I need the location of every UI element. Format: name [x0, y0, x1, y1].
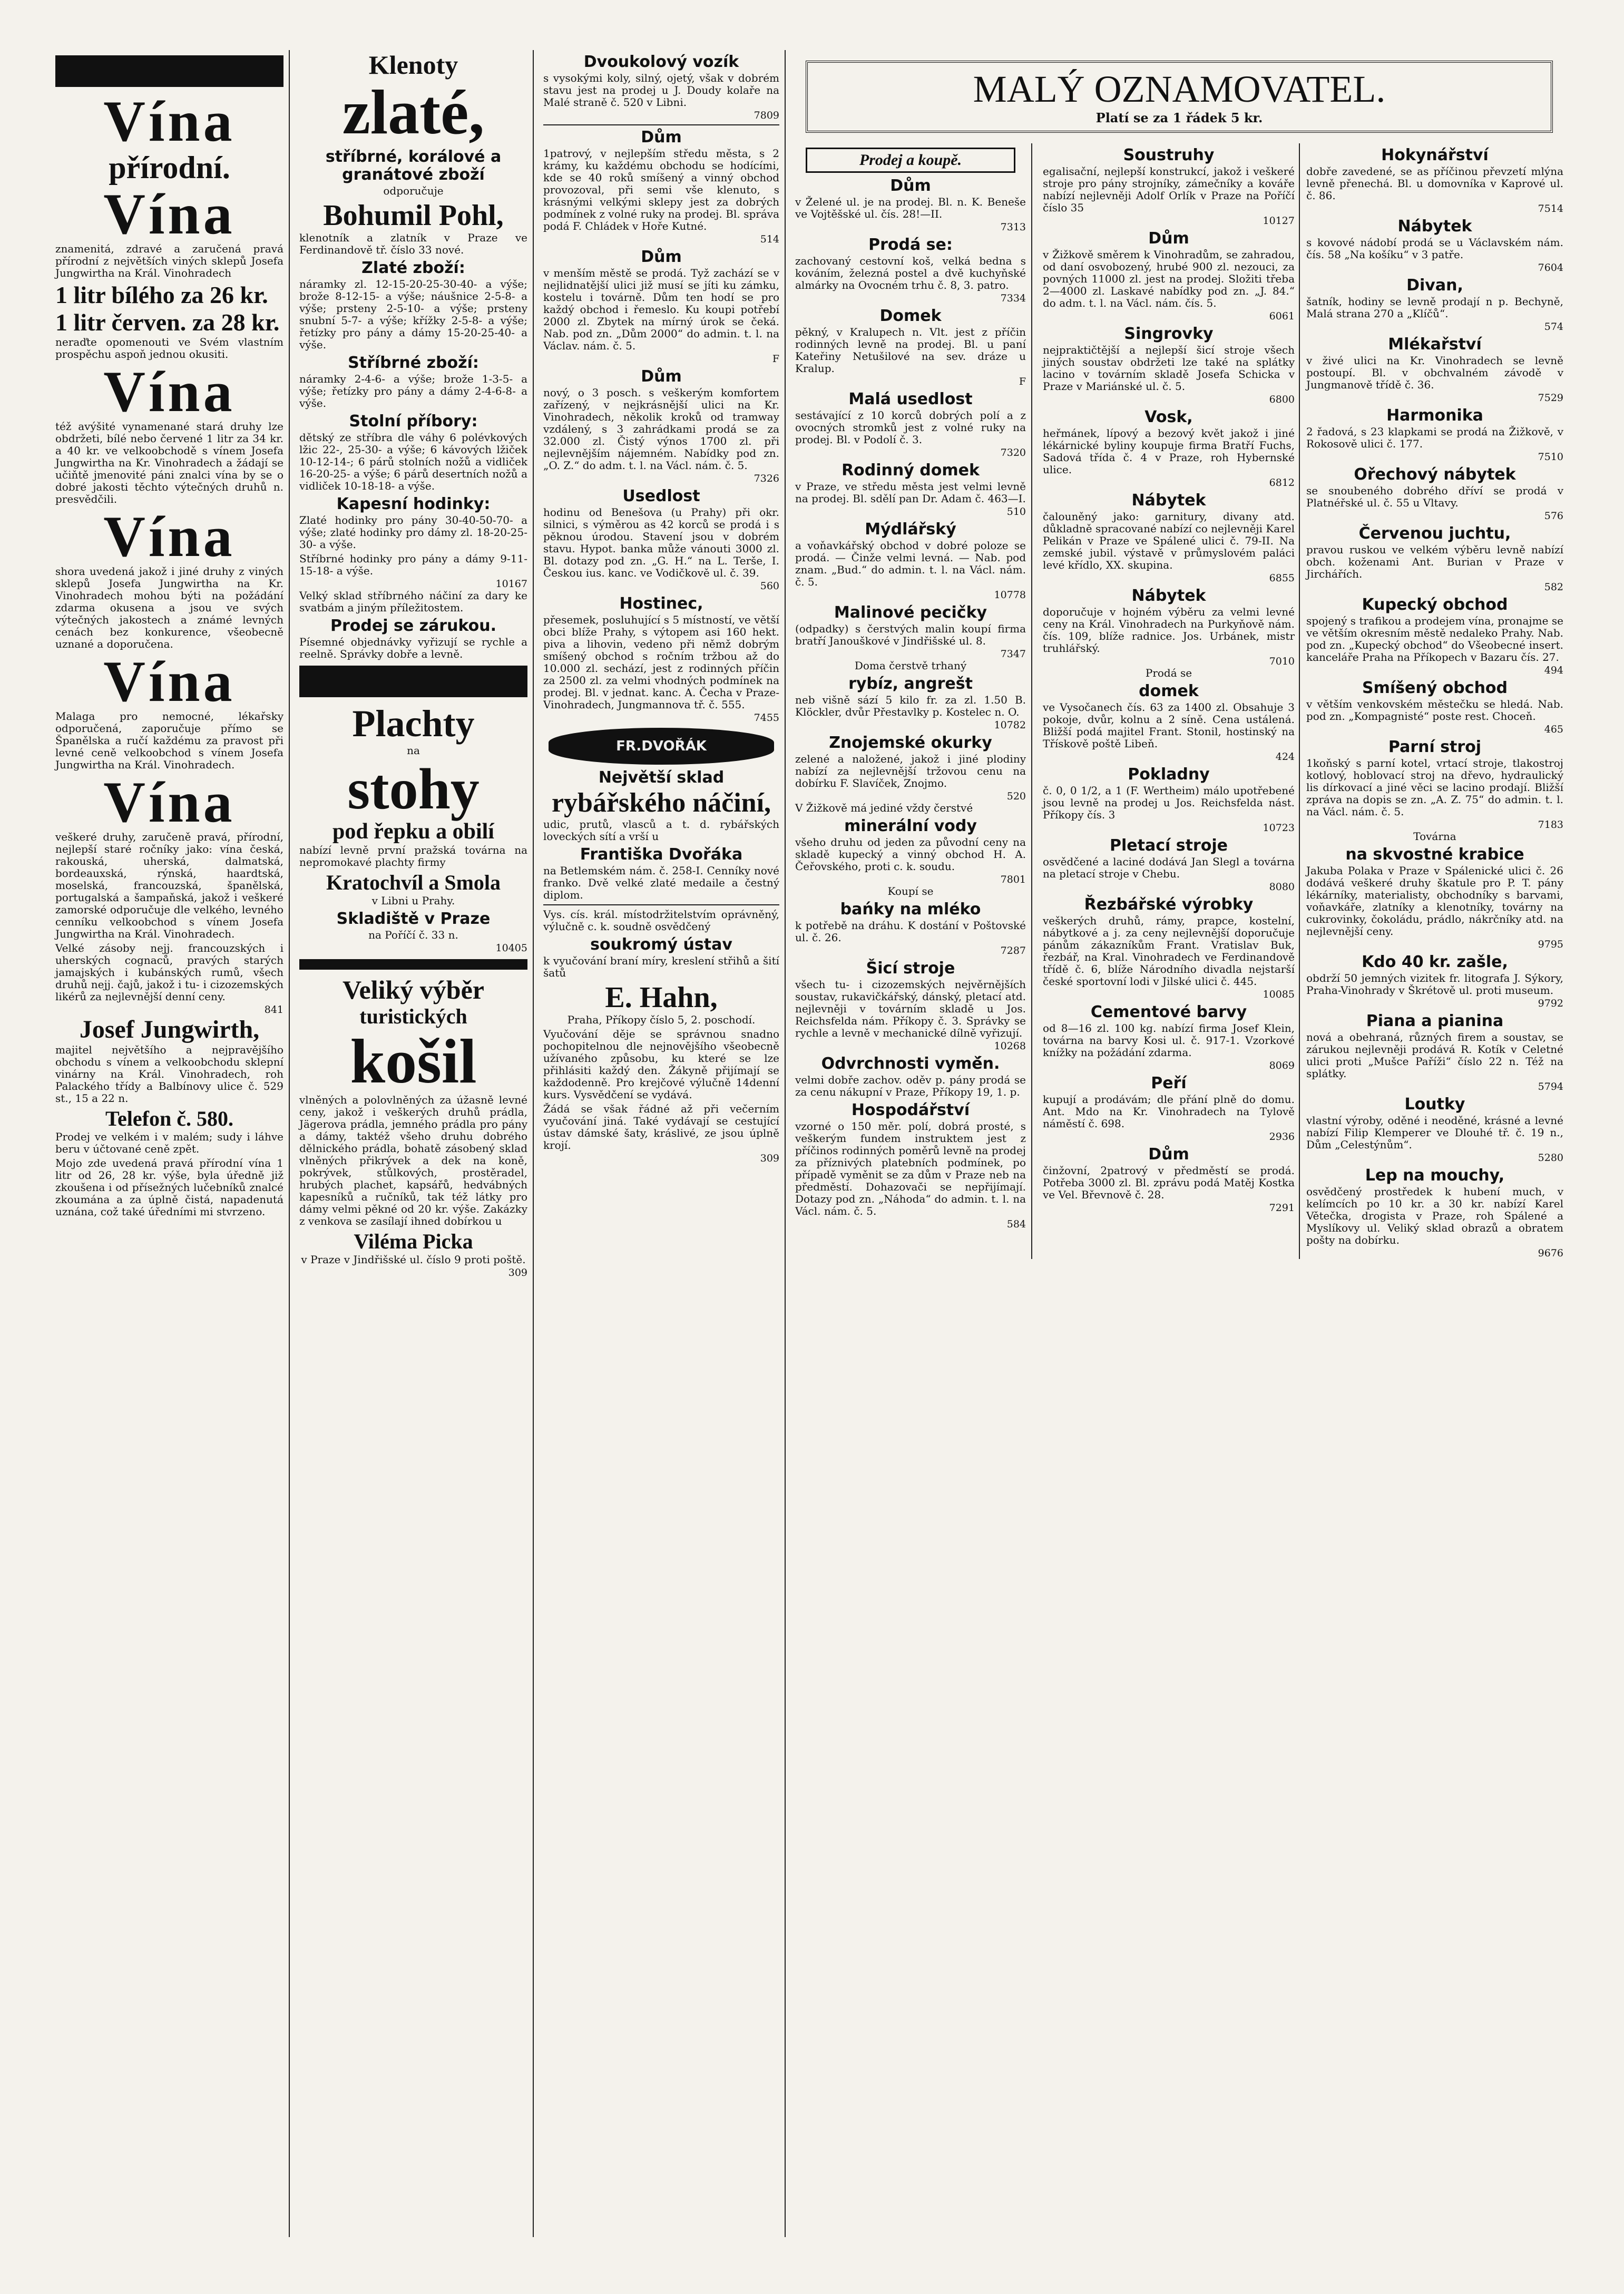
raspberry-heading: Malinové pecičky — [834, 603, 987, 622]
jeweller-name: Bohumil Pohl, — [323, 199, 504, 232]
ad-number: F — [1019, 376, 1026, 387]
ad-text: k potřebě na dráhu. K dostání v Poštovské ul. č. 26. — [795, 919, 1026, 944]
ad-text: doporučuje v hojném výběru za velmi levné ceny na Král. Vinohradech na Purkyňově nám. čís. 109, blíže radnice. Jos. Urbánek, mistr truhlářský. — [1043, 606, 1295, 655]
gold-goods-text: náramky zl. 12-15-20-25-30-40- a výše; brože 8-12-15- a výše; náušnice 2-5-8- a výše; prsteny 2-5-10- a výše; prsteny snubní 5-7- a výše; křížky 2-5-8- a výše; řetízky pro pány a dámy 15-20-25-40- a výše. — [299, 278, 527, 351]
house-text-3: nový, o 3 posch. s veškerým komfortem zařízený, v nejkrásnější ulici na Kr. Vinohradech, několik kroků od tramway vzdálený, s 3 zahrádkami prodá se za 32.000 zl. Čistý výnos 1700 zl. při nejlevnějším nájemném. Nabídky pod zn. „O. Z.“ do adm. t. l. na Václ. nám. č. 5. — [543, 386, 779, 472]
ad-text: neb višně sází 5 kilo fr. za zl. 1.50 B. Klöckler, dvůr Přestavlky p. Kostelec n. O. — [795, 694, 1026, 718]
section-heading-sale: Prodej a koupě. — [806, 148, 1015, 173]
milk-cans-heading: bańky na mléko — [840, 900, 981, 919]
jewellery-sub: stříbrné, korálové a granátové zboží — [325, 148, 502, 184]
ad-text: nová a obehraná, různých firem a soustav, se zárukou nejlevněji prodává R. Kotík v Celetné ulici proti „Mušce Paříži“ číslo 22 n. Též na splátky. — [1306, 1031, 1563, 1080]
feathers-heading: Peří — [1151, 1074, 1187, 1092]
ad-number: 465 — [1544, 724, 1563, 735]
newspaper-page — [50, 50, 1573, 2237]
ad-number: 309 — [760, 1153, 779, 1164]
ad-number: 7287 — [1000, 945, 1026, 956]
kosil-heading: košil — [350, 1026, 477, 1096]
institute-text-3: Žádá se však řádné až při večerním vyučování jiná. Také vydávají se cestující ústav dámské šaty, kráslivé, ze jsou úplně krojí. — [543, 1102, 779, 1151]
ad-number: 514 — [760, 233, 779, 245]
zlate-heading: zlaté, — [342, 77, 485, 147]
ad-text: spojený s trafikou a prodejem vína, pronajme se ve větším okresním městě nedaleko Prahy. Nab. pod zn. „Kupecký obchod“ do Všeobecné insert. kanceláře Praha na Příkopech v Bazaru čís. 27. — [1306, 614, 1563, 663]
ad-text: Jakuba Polaka v Praze v Spálenické ulici č. 26 dodává veškeré druhy škatule pro P. T. pány lékárníky, materialisty, obchodníky s barvami, voňavkáře, zlatníky a klenotníky, továrny na cukrovinky, čokoládu, prádlo, nákrčníky atd. na nejlevnější ceny. — [1306, 864, 1563, 938]
cutlery-text: dětský ze stříbra dle váhy 6 polévkových lžic 22-, 25-30- a výše; 6 kávových lžiček 10-12-14-; 6 párů stolních nožů a vidliček 16-20-25- a výše; 6 párů desertních nožů a vidliček 10-18-18- a výše. — [299, 431, 527, 492]
tarp-firm: Kratochvíl a Smola — [326, 871, 501, 894]
ad-number: 9795 — [1538, 939, 1563, 950]
column-5b — [1306, 143, 1563, 1259]
cutlery-heading: Stolní příbory: — [349, 412, 478, 431]
ad-number: 424 — [1275, 751, 1295, 763]
jeweller-address: klenotník a zlatník v Praze ve Ferdinandově tř. číslo 33 nové. — [299, 231, 527, 256]
house-heading: Dům — [890, 177, 931, 195]
ad-text: ve Vysočanech čís. 63 za 1400 zl. Obsahuje 3 pokoje, dvůr, kolnu a 2 síně. Cena ustálená. Bližší podá majitel Frant. Stonil, hostinský na Třískově poště Libeň. — [1043, 701, 1295, 750]
for-sale-heading: Prodá se: — [868, 236, 953, 254]
lathes-heading: Soustruhy — [1123, 146, 1215, 164]
shop-heading: Kupecký obchod — [1362, 596, 1508, 614]
wine-ad-text-2: neraďte opomenouti ve Svém vlastním prospěchu aspoň jednou okusiti. — [55, 336, 283, 360]
ad-number: 7313 — [1000, 221, 1026, 233]
odporucuje-label: odporučuje — [383, 184, 444, 197]
ad-text: se snoubeného dobrého dříví se prodá v Platnéřské ul. č. 55 u Vltavy. — [1306, 484, 1563, 509]
ad-number: 7809 — [754, 110, 779, 121]
ad-text: činžovní, 2patrový v předměstí se prodá. Potřeba 3000 zl. Bl. zprávu podá Matěj Kostka ve Vel. Břevnově č. 28. — [1043, 1164, 1295, 1201]
ad-text: v živé ulici na Kr. Vinohradech se levně postoupí. Bl. v obchvalném závodě v Jungmanově třídě č. 36. — [1306, 354, 1563, 391]
tarp-text: nabízí levně první pražská továrna na nepromokavé plachty firmy — [299, 844, 527, 868]
ad-number: 510 — [1006, 506, 1026, 518]
warranty-heading: Prodej se zárukou. — [330, 617, 496, 635]
ad-text: vlastní výroby, oděné i neoděné, krásné a levné nabízí Filip Klemperer ve Dlouhé tř. č. 19 n., Dům „Celestýnům“. — [1306, 1114, 1563, 1151]
sewing-machines-heading: Šicí stroje — [866, 959, 955, 978]
vina-heading-5: Vína — [103, 649, 236, 714]
puppets-heading: Loutky — [1404, 1095, 1465, 1114]
house-text-1: 1patrový, v nejlepším středu města, s 2 krámy, ku každému obchodu se hodícími, kde se 40 roků smíšený a vinný obchod provozoval, při semi vše klenuto, s krásnými velkými sklepy jest za dobrých podmínek z volné ruky na prodej. Bl. správa podá F. Chládek v Hoře Kutné. — [543, 147, 779, 232]
singer-heading: Singrovky — [1124, 325, 1214, 343]
plachty-heading: Plachty — [352, 702, 475, 745]
institute-heading: soukromý ústav — [590, 935, 732, 954]
currant-heading: rybíz, angrešt — [848, 675, 973, 693]
soap-shop-heading: Mýdlářský — [865, 520, 956, 539]
ad-number: 7326 — [754, 473, 779, 484]
ad-text: obdrží 50 jemných vizitek fr. litografa J. Sýkory, Praha-Vinohrady v Škrétově ul. proti museum. — [1306, 972, 1563, 997]
ad-number: 7801 — [1000, 874, 1026, 885]
ad-number: 10085 — [1263, 989, 1295, 1000]
ad-text: nejpraktičtější a nejlepší šicí stroje všech jiných soustav obdržeti lze také na splátky lacino v továrním skladě Josefa Schicka v Praze v Mariánské ul. č. 5. — [1043, 344, 1295, 393]
ad-text: všech tu- i cizozemských nejvěrnějších soustav, rukavičkářský, dánský, pletací atd. nejlevněji v továrním skladě u Jos. Reichsfelda nám. Příkopy č. 3. Správky se rychle a levně v mechanické dílně vyřizují. — [795, 978, 1026, 1039]
vina-heading-1: Vína — [103, 89, 236, 153]
ad-number: 309 — [508, 1267, 527, 1278]
fishing-address: na Betlemském nám. č. 258-I. Cenníky nové franko. Dvě velké zlaté medaile a čestný diplom. — [543, 864, 779, 901]
top-black-bar — [55, 55, 283, 87]
ad-subheading: Koupí se — [887, 885, 934, 897]
ad-text: v Želené ul. je na prodej. Bl. n. K. Beneše ve Vojtěšské ul. čís. 28!—II. — [795, 196, 1026, 220]
telephone-line: Telefon č. 580. — [105, 1107, 233, 1130]
ad-number: 7510 — [1538, 451, 1563, 463]
ad-number: 560 — [760, 580, 779, 592]
inn-heading: Hostinec, — [619, 594, 703, 613]
column-4 — [790, 143, 1032, 1259]
ad-text: v větším venkovském městečku se hledá. Nab. pod zn. „Kompagnisté“ poste rest. Choceň. — [1306, 698, 1563, 723]
ad-number: 10778 — [994, 589, 1026, 601]
silver-watches-text: Stříbrné hodinky pro pány a dámy 9-11-15-18- a výše. — [299, 552, 527, 577]
ad-text: pěkný, v Kralupech n. Vlt. jest z příčin rodinných levně na prodej. Bl. u paní Kateřiny Netušilové na sev. dráze u Kralup. — [795, 326, 1026, 375]
walnut-furniture-heading: Ořechový nábytek — [1354, 465, 1516, 484]
wine-ad-text-5: Malaga pro nemocné, lékařsky odporučená, zaporučuje přímo se Španělska a ručí každému za pravost při levné ceně velkoobchod s vínem Josefa Jungwirtha na Král. Vinohradech. — [55, 710, 283, 771]
divider — [543, 904, 779, 905]
pianos-heading: Piana a pianina — [1366, 1012, 1504, 1030]
fishing-gear-heading: rybářského náčiní, — [551, 788, 771, 818]
shirts-text: vlněných a polovlněných za úžasně levné ceny, jakož i veškerých druhů prádla, Jägerova prádla, jemného prádla pro pány a dámy, taktéž všeho druhu dobrého dělnického prádla, bohatě zásobený sklad vlněných přikrývek a dek na koně, pokrývek, stůlkových, prostěradel, hrubých plachet, kapsářů, hedvábných kapesníků a ručníků, tak též látky pro dámy velmi pěkné od 20 kr. výše. Zakázky z venkova se zasílají ihned dobírkou u — [299, 1094, 527, 1227]
ad-number: 10782 — [994, 719, 1026, 731]
business-cards-heading: Kdo 40 kr. zašle, — [1362, 953, 1508, 971]
divider — [543, 124, 779, 125]
divider-black-bar — [299, 666, 527, 697]
ad-number: 494 — [1544, 665, 1563, 676]
price-line-white: 1 litr bílého za 26 kr. — [55, 281, 268, 308]
ad-number: 5794 — [1538, 1081, 1563, 1092]
prirodni-heading: přírodní. — [109, 150, 230, 185]
farm-heading: Usedlost — [622, 487, 700, 505]
ad-number: F — [772, 353, 779, 365]
divan-heading: Divan, — [1406, 276, 1463, 295]
ad-text: dobře zavedené, se as příčinou převzetí mlýna levně přenechá. Bl. u domovníka v Kaprové ul. č. 86. — [1306, 165, 1563, 202]
ad-subheading: Doma čerstvě trhaný — [854, 659, 967, 672]
ad-text: všeho druhu od jeden za původní ceny na skladě kupecký a vinný obchod H. A. Čeřovského, proti c. k. soudu. — [795, 836, 1026, 873]
column-1 — [50, 50, 290, 2237]
ad-number: 10268 — [994, 1040, 1026, 1052]
grocery-heading: Hokynářství — [1381, 146, 1489, 164]
ad-text: s kovové nádobí prodá se u Václavském nám. čís. 58 „Na košíku“ v 3 patře. — [1306, 236, 1563, 261]
inn-text: přesemek, posluhující s 5 místností, ve větší obci blíže Prahy, s výtopem asi 160 hekt. piva a lihovin, vedeno při němž dobrým smíšený obchod s ročním tržbou až do 10.000 zl. sechází, jest z rodinných příčin za 2500 zl. za velmi vhodných podmínek na prodej. Bl. v jednat. kanc. A. Čecha v Praze-Vinohradech, Jungmannova tř. č. 555. — [543, 613, 779, 711]
house-heading-1: Dům — [641, 128, 682, 147]
mineral-water-heading: minerální vody — [844, 817, 977, 835]
ad-number: 9792 — [1538, 998, 1563, 1009]
ad-number: 8080 — [1269, 881, 1295, 893]
ad-text: heřmánek, lípový a bezový květ jakož i jiné lékárnické byliny koupuje firma Bratří Fuchs, Sadová třída č. 4 v Praze, roh Hybernské ulice. — [1043, 427, 1295, 476]
ad-number: 7514 — [1538, 203, 1563, 214]
ad-subheading: Továrna — [1413, 830, 1456, 843]
ad-text: sestávající z 10 korců dobrých polí a z ovocných stromků jest z volné ruky na prodej. Bl. v Podolí č. 3. — [795, 409, 1026, 446]
ad-number: 576 — [1544, 510, 1563, 522]
repku-line: pod řepku a obilí — [332, 819, 494, 844]
largest-store-heading: Největší sklad — [598, 768, 725, 787]
cart-text: s vysokými koly, silný, ojetý, však v dobrém stavu jest na prodej u J. Doudy kolaře na Malé straně č. 520 v Libni. — [543, 72, 779, 109]
ad-number: 10405 — [495, 942, 527, 954]
small-house-heading: domek — [1139, 682, 1199, 700]
fish-logo: FR.DVOŘÁK — [549, 728, 774, 765]
na-label: na — [407, 744, 420, 757]
ad-number: 10167 — [495, 578, 527, 590]
wax-heading: Vosk, — [1144, 408, 1193, 426]
ad-text: osvědčené a laciné dodává Jan Slegl a továrna na pletací stroje v Chebu. — [1043, 855, 1295, 880]
ad-text: kupují a prodávám; dle přání plně do domu. Ant. Mdo na Kr. Vinohradech na Tylově náměstí č. 698. — [1043, 1093, 1295, 1130]
ad-number: 8069 — [1269, 1060, 1295, 1071]
institute-text-2: Vyučování děje se správnou snadno pochopitelnou dle nejnovějšího všeobecně užívaného způsobu, ku které se lze přihlásiti každý den. Žákyně přijímají se každodenně. Pro krejčové výlučně 14denní kurs. Vysvědčení se vydává. — [543, 1028, 779, 1101]
wine-ad-text-10: Mojo zde uvedená pravá přírodní vína 1 litr od 26, 28 kr. výše, byla úředně již zkoušena i od přísežných lučebníků znalcé zkoumána a za úplně čistá, napadenutá uznána, což také úředními mi stvrzeno. — [55, 1157, 283, 1218]
ad-number: 7320 — [1000, 447, 1026, 458]
ad-number: 10127 — [1263, 215, 1295, 227]
accordion-heading: Harmonika — [1386, 406, 1483, 425]
institute-intro: Vys. cís. král. místodržitelstvím oprávněný, výlučně c. k. soudně osvědčený — [543, 908, 779, 933]
small-farm-heading: Malá usedlost — [848, 390, 973, 408]
ad-number: 584 — [1006, 1218, 1026, 1230]
carving-heading: Řezbářské výrobky — [1084, 895, 1254, 914]
wine-ad-text-1: znamenitá, zdravé a zaručená pravá přírodní z největších viných sklepů Josefa Jungwirtha na Král. Vinohradech — [55, 242, 283, 279]
ad-number: 7334 — [1000, 292, 1026, 304]
column-5a — [1043, 143, 1300, 1259]
watches-heading: Kapesní hodinky: — [336, 495, 491, 513]
ad-text: a voňavkářský obchod v dobré poloze se prodá. — Činže velmi levná. — Nab. pod znam. „Bud.“ do admin. t. l. na Václ. nám. č. 5. — [795, 539, 1026, 588]
classified-section — [790, 50, 1569, 2237]
column-3 — [538, 50, 786, 2237]
turist-heading: turistických — [359, 1004, 467, 1028]
ad-subheading: Prodá se — [1145, 667, 1192, 679]
warehouse-address: na Poříčí č. 33 n. — [368, 929, 458, 941]
vina-heading-2: Vína — [103, 182, 236, 246]
ad-text: pravou ruskou ve velkém výběru levně nabízí obch. koženami Ant. Burian v Praze v Jirchářích. — [1306, 543, 1563, 580]
ad-number: 7291 — [1269, 1202, 1295, 1214]
ad-number: 7183 — [1538, 819, 1563, 831]
velky-vyber-heading: Veliký výběr — [343, 975, 484, 1004]
ad-text: vzorné o 150 měr. polí, dobrá prosté, s veškerým fundem instruktem jest z příčinos rodinných poměrů levně na prodej za příznivých platebních podmínek, po případě vyměnit se za dům v Praze neb na předměstí. Dohazovači se nepřijímají. Dotazy pod zn. „Náhoda“ do admin. t. l. na Václ. nám. č. 5. — [795, 1120, 1026, 1217]
vina-heading-4: Vína — [103, 504, 236, 569]
vina-heading-3: Vína — [103, 359, 236, 424]
ad-text: 1koňský s parní kotel, vrtací stroje, tlakostroj kotlový, hoblovací stroj na dřevo, hydraulický lis dírkovací a jiné věci se lacino prodají. Bližší zpráva na dopis se zn. „A. Z. 75“ do admin. t. l. na Václ. nám. č. 5. — [1306, 757, 1563, 818]
ad-text: v Praze, ve středu města jest velmi levně na prodej. Bl. sdělí pan Dr. Adam č. 463—I. — [795, 480, 1026, 505]
wine-ad-text-3: též avýšité vynamenané stará druhy lze obdržeti, bílé nebo červené 1 litr za 34 kr. a 40 kr. ve velkoobchodě s vínem Josefa Jungwirtha na Kr. Vinohradech a žádají se učiňtě jmenovité páni znalci vína by se o dobré jakosti těchto výtečných druhů n. presvědčili. — [55, 420, 283, 505]
house-heading: Dům — [1148, 229, 1189, 248]
ad-text: čalouněný jako: garnitury, divany atd. důkladně spracované nabízí co nejlevněji Karel Pelikán v Praze ve Spálené ulici č. 79-II. Na zemské jubil. výstavě v průmyslovém paláci levé křídlo, XX. skupina. — [1043, 510, 1295, 571]
small-house-heading: Domek — [879, 307, 942, 325]
ad-number: 6855 — [1269, 572, 1295, 584]
pickles-heading: Znojemské okurky — [829, 734, 992, 752]
ad-text: 2 řadová, s 23 klapkami se prodá na Žižkově, v Rokosově ulici č. 177. — [1306, 425, 1563, 450]
safes-heading: Pokladny — [1128, 765, 1210, 784]
ad-number: 6800 — [1269, 394, 1295, 405]
owner-name: Josef Jungwirth, — [79, 1016, 260, 1043]
ad-number: 520 — [1006, 790, 1026, 802]
ad-number: 9676 — [1538, 1247, 1563, 1259]
ad-number: 7529 — [1538, 392, 1563, 404]
price-line-red: 1 litr červen. za 28 kr. — [55, 309, 280, 336]
ad-number: 5280 — [1538, 1152, 1563, 1164]
ad-text: osvědčený prostředek k hubení much, v kelímcích po 10 kr. a 30 kr. nabízí Karel Větečka, drogista v Praze, roh Spálené a Myslíkovy ul. Veliký sklad obrazů a obratem pošty na dobírku. — [1306, 1185, 1563, 1246]
vina-heading-6: Vína — [103, 770, 236, 834]
ad-text: V Žižkově má jediné vždy čerstvé — [795, 802, 973, 814]
wine-ad-text-9: Prodej ve velkém i v malém; sudy i láhve beru v účtované ceně zpět. — [55, 1130, 283, 1155]
banner-subtitle: Platí se za 1 řádek 5 kr. — [1095, 110, 1263, 125]
wine-ad-text-8: majitel největšího a nejpravějšího obchodu s vínem a velkoobchodu sklepní vinárny na Král. Vinohradech, roh Palackého třídy a Balbínovy ulice č. 529 st., 15 a 22 n. — [55, 1043, 283, 1105]
silver-goods-heading: Stříbrné zboží: — [348, 354, 479, 372]
ad-text: v Žižkově směrem k Vinohradům, se zahradou, od daní osvobozený, hrubé 900 zl. nezouci, za povných 11000 zl. jest na prodej. Složiti třeba 2—4000 zl. Laskavé nabídky pod zn. „J. 84.“ do adm. t. l. na Václ. nám. čís. 5. — [1043, 248, 1295, 309]
fishing-text: udic, prutů, vlasců a t. d. rybářských loveckých sítí a vrší u — [543, 818, 779, 843]
ad-number: 7455 — [754, 712, 779, 724]
furniture-heading: Nábytek — [1397, 217, 1472, 236]
family-house-heading: Rodinný domek — [842, 461, 980, 480]
ad-number: 6812 — [1269, 477, 1295, 489]
ad-number: 6061 — [1269, 310, 1295, 322]
knitting-machines-heading: Pletací stroje — [1110, 836, 1228, 855]
watches-text: Zlaté hodinky pro pány 30-40-50-70- a výše; zlaté hodinky pro dámy zl. 18-20-25-30- a výše. — [299, 514, 527, 551]
stohy-heading: stohy — [347, 757, 480, 821]
wine-ad-text-4: shora uvedená jakož i jiné druhy z viných sklepů Josefa Jungwirtha na Kr. Vinohradech mohou býti na požádání zdarma okusena a jsou ve svých výtečných jakostech a známé levných cenách bez konkurence, všeobecně uznané a doporučena. — [55, 565, 283, 650]
ad-number: 574 — [1544, 321, 1563, 333]
orders-text: Písemné objednávky vyřizují se rychle a reelně. Správky dobře a levně. — [299, 636, 527, 660]
wine-ad-text-6: veškeré druhy, zaručeně pravá, přírodní, nejlepší staré ročníky jako: vína česká, rakouská, uherská, dalmatská, bordeauxská, rýnská, haardtská, moselská, francouzská, španělská, portugalská a šampaňská, jakož i veškeré zamorské odporučuje dle velkého, levného cenníku velkoobchod s vínem Josefa Jungwirtha na Král. Vinohradech. — [55, 831, 283, 940]
institute-name: E. Hahn, — [605, 981, 718, 1014]
boxes-heading: na skvostné krabice — [1345, 845, 1524, 864]
house-text-2: v menším městě se prodá. Tyž zachází se v nejlidnatější ulici již musí se jíti ku zámku, kostelu i továrně. Dům ten hodí se pro každý obchod i řemeslo. Ku koupi potřebí 2000 zl. Zbytek na mírný úrok se čeká. Nab. pod zn. „Dům 2000“ do admin. t. l. na Václav. nám. č. 5. — [543, 267, 779, 352]
steam-engine-heading: Parní stroj — [1388, 738, 1482, 756]
furniture-heading: Nábytek — [1131, 587, 1206, 605]
fishing-firm: Františka Dvořáka — [580, 845, 743, 864]
ad-number: 582 — [1544, 581, 1563, 593]
gold-goods-heading: Zlaté zboží: — [361, 259, 465, 277]
column-5 — [1038, 143, 1569, 1259]
clothes-heading: Odvrchnosti vymě́n. — [821, 1055, 1000, 1073]
ad-text: zelené a naložené, jakož i jiné plodiny nabízí za nejlevnější tržovou cenu na dobírku F. Slavíček, Znojmo. — [795, 753, 1026, 789]
dairy-heading: Mlékařství — [1388, 335, 1482, 354]
institute-text: k vyučování braní míry, kreslení střihů a šití šatů — [543, 954, 779, 979]
house-heading-3: Dům — [641, 367, 682, 386]
ad-text: egalisační, nejlepší konstrukcí, jakož i veškeré stroje pro pány strojníky, zámečníky a kováře nabízí nejlevněji Adolf Orlík v Praze na Poříčí číslo 35 — [1043, 165, 1295, 214]
ad-number: 10723 — [1263, 822, 1295, 834]
ad-number: 7010 — [1269, 656, 1295, 667]
cart-heading: Dvoukolový vozík — [583, 53, 739, 71]
ad-text: velmi dobře zachov. oděv p. pány prodá se za cenu nákupní v Praze, Příkopy 19, 1. p. — [795, 1073, 1026, 1098]
tarp-location: v Libni u Prahy. — [371, 894, 455, 907]
shirts-address: v Praze v Jindřišské ul. číslo 9 proti poště. — [301, 1253, 526, 1266]
ad-number: 7604 — [1538, 262, 1563, 274]
leather-heading: Červenou juchtu, — [1358, 524, 1511, 543]
ad-text: šatník, hodiny se levně prodají n p. Bechyně, Malá strana 270 a „Klíčů“. — [1306, 295, 1563, 320]
column-2 — [294, 50, 534, 2237]
wine-ad-text-7: Velké zásoby nejj. francouzských i uherských cognaců, pravých starých jamajských i kubánských rumů, všech druhů nejj. čajů, jakož i tu- i cizozemských likérů za nejlevnější denní ceny. — [55, 942, 283, 1003]
banner-title: MALÝ OZNAMOVATEL. — [973, 68, 1386, 110]
ad-text: zachovaný cestovní koš, velká bedna s kováním, železná postel a dvě kuchyňské almárky na Ovocném trhu č. 8, 3. patro. — [795, 255, 1026, 291]
mixed-shop-heading: Smíšený obchod — [1362, 679, 1508, 697]
institute-address: Praha, Příkopy číslo 5, 2. poschodí. — [567, 1013, 756, 1026]
ad-number: 841 — [264, 1004, 283, 1016]
stock-text: Velký sklad stříbrného náčiní za dary ke svatbám a jiným příležitostem. — [299, 589, 527, 614]
warehouse-heading: Skladiště v Praze — [336, 910, 491, 928]
ad-number: 2936 — [1269, 1131, 1295, 1143]
house-heading: Dům — [1148, 1145, 1189, 1164]
klenoty-heading: Klenoty — [368, 50, 458, 80]
ad-text: od 8—16 zl. 100 kg. nabízí firma Josef Klein, továrna na barvy Kosi ul. č. 917-1. Vzorkové knížky na požádání zdarma. — [1043, 1022, 1295, 1059]
divider-black-bar-2 — [299, 959, 527, 970]
ad-text: veškerých druhů, rámy, prapce, kostelní, nábytkové a j. za ceny nejlevnější doporučuje pánům zákazníkům Frant. Vratislav Buk, řezbář, na Kral. Vinohradech ve Ferdinandově třídě č. 6, blíže Národního divadla nejstarší české sportovní lodi v Jilské ulici č. 445. — [1043, 914, 1295, 988]
shirts-firm: Viléma Picka — [354, 1229, 473, 1253]
silver-goods-text: náramky 2-4-6- a výše; brože 1-3-5- a výše; řetízky pro pány a dámy 2-4-6-8- a výše. — [299, 373, 527, 409]
farm-text: hodinu od Benešova (u Prahy) při okr. silnici, s výměrou as 42 korců se prodá i s pěknou úrodou. Stavení jsou v dobrém stavu. Hypot. banka může vánouti 3000 zl. Bl. dotazy pod zn. „G. H.“ na L. Terše, I. Českou ius. kanc. ve Vodičkově ul. č. 39. — [543, 506, 779, 579]
furniture-heading: Nábytek — [1131, 491, 1206, 510]
farmstead-heading: Hospodářství — [851, 1101, 970, 1119]
ad-text: č. 0, 0 1/2, a 1 (F. Wertheim) málo upotřebené jsou levně na prodej u Jos. Reichsfelda nást. Příkopy čís. 3 — [1043, 784, 1295, 821]
flypaper-heading: Lep na mouchy, — [1365, 1166, 1505, 1185]
cement-paint-heading: Cementové barvy — [1090, 1003, 1247, 1021]
classified-banner — [806, 61, 1553, 133]
ad-text: (odpadky) s čerstvých malin koupí firma bratří Janouškové v Jindřišské ul. 8. — [795, 622, 1026, 647]
ad-number: 7347 — [1000, 648, 1026, 660]
house-heading-2: Dům — [641, 248, 682, 266]
